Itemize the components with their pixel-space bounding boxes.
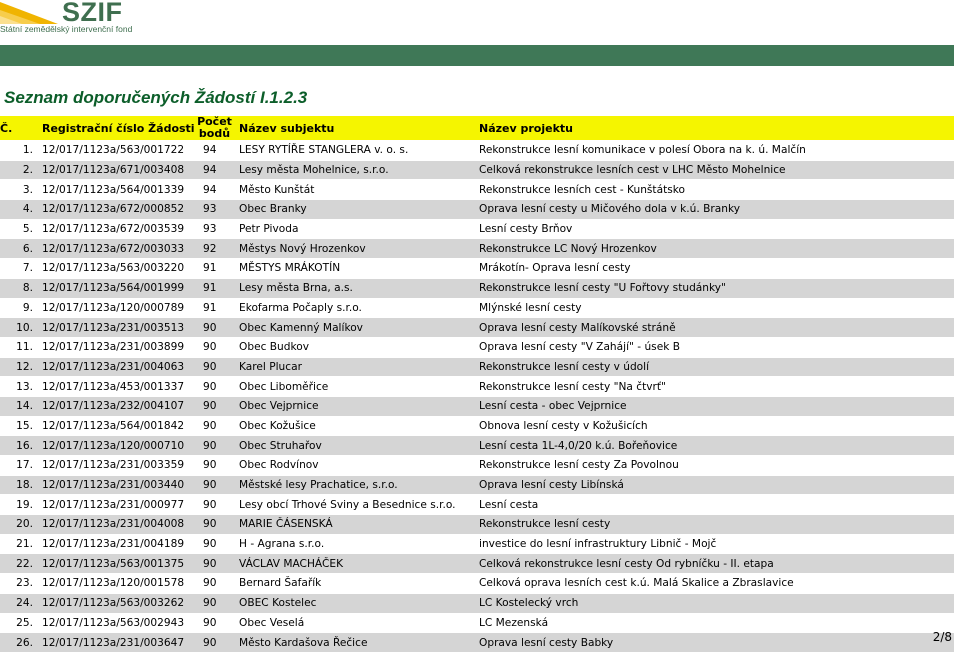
- subject-name: OBEC Kostelec: [233, 593, 477, 613]
- table-row: [0, 436, 954, 456]
- page-title: Seznam doporučených Žádostí I.1.2.3: [4, 88, 308, 107]
- points: 94: [196, 180, 233, 200]
- project-name: LC Mezenská: [477, 613, 954, 633]
- table-row: [0, 554, 954, 574]
- project-name: Rekonstrukce LC Nový Hrozenkov: [477, 239, 954, 259]
- registration-number: 12/017/1123a/232/004107: [39, 396, 196, 416]
- registration-number: 12/017/1123a/672/000852: [39, 200, 196, 220]
- project-name: Oprava lesní cesty Malíkovské stráně: [477, 318, 954, 338]
- table-row: [0, 259, 954, 279]
- table-row: [0, 239, 954, 259]
- subject-name: Petr Pivoda: [233, 219, 477, 239]
- table-header-row: [0, 116, 954, 141]
- registration-number: 12/017/1123a/231/003359: [39, 456, 196, 476]
- points: 90: [196, 456, 233, 476]
- points: 90: [196, 554, 233, 574]
- row-number: 21.: [0, 534, 39, 554]
- table-row: [0, 495, 954, 515]
- table-row: [0, 475, 954, 495]
- points: 90: [196, 396, 233, 416]
- row-number: 22.: [0, 554, 39, 574]
- page-number: 2/8: [932, 630, 952, 644]
- row-number: 20.: [0, 515, 39, 535]
- table-row: [0, 200, 954, 220]
- subject-name: Lesy města Mohelnice, s.r.o.: [233, 160, 477, 180]
- registration-number: 12/017/1123a/564/001339: [39, 180, 196, 200]
- subject-name: Město Kardašova Řečice: [233, 633, 477, 653]
- column-header-number: Č.: [0, 116, 39, 141]
- registration-number: 12/017/1123a/563/003220: [39, 259, 196, 279]
- registration-number: 12/017/1123a/231/003513: [39, 318, 196, 338]
- row-number: 2.: [0, 160, 39, 180]
- table-row: [0, 377, 954, 397]
- row-number: 23.: [0, 574, 39, 594]
- row-number: 12.: [0, 357, 39, 377]
- project-name: Lesní cesta 1L-4,0/20 k.ú. Bořeňovice: [477, 436, 954, 456]
- points: 90: [196, 574, 233, 594]
- table-row: [0, 456, 954, 476]
- points: 90: [196, 318, 233, 338]
- project-name: Rekonstrukce lesní cesty "U Fořtovy studánky": [477, 278, 954, 298]
- logo-text: SZIF: [62, 0, 123, 27]
- subject-name: H - Agrana s.r.o.: [233, 534, 477, 554]
- row-number: 15.: [0, 416, 39, 436]
- subject-name: Bernard Šafařík: [233, 574, 477, 594]
- row-number: 25.: [0, 613, 39, 633]
- row-number: 1.: [0, 141, 39, 161]
- subject-name: VÁCLAV MACHÁČEK: [233, 554, 477, 574]
- row-number: 17.: [0, 456, 39, 476]
- project-name: Lesní cesty Brňov: [477, 219, 954, 239]
- column-header-subject: Název subjektu: [233, 116, 477, 141]
- table-row: [0, 337, 954, 357]
- registration-number: 12/017/1123a/231/004008: [39, 515, 196, 535]
- row-number: 19.: [0, 495, 39, 515]
- row-number: 16.: [0, 436, 39, 456]
- points: 90: [196, 416, 233, 436]
- subject-name: Obec Budkov: [233, 337, 477, 357]
- table-row: [0, 278, 954, 298]
- registration-number: 12/017/1123a/231/000977: [39, 495, 196, 515]
- registration-number: 12/017/1123a/231/003899: [39, 337, 196, 357]
- registration-number: 12/017/1123a/231/004063: [39, 357, 196, 377]
- row-number: 4.: [0, 200, 39, 220]
- subject-name: Obec Vejprnice: [233, 396, 477, 416]
- project-name: Obnova lesní cesty v Kožušicích: [477, 416, 954, 436]
- row-number: 14.: [0, 396, 39, 416]
- project-name: Rekonstrukce lesní cesty: [477, 515, 954, 535]
- table-row: [0, 141, 954, 161]
- project-name: Oprava lesní cesty "V Zahájí" - úsek B: [477, 337, 954, 357]
- points: 91: [196, 278, 233, 298]
- subject-name: Obec Kamenný Malíkov: [233, 318, 477, 338]
- points: 90: [196, 534, 233, 554]
- registration-number: 12/017/1123a/120/001578: [39, 574, 196, 594]
- table-row: [0, 613, 954, 633]
- row-number: 5.: [0, 219, 39, 239]
- registration-number: 12/017/1123a/231/003440: [39, 475, 196, 495]
- subject-name: Obec Kožušice: [233, 416, 477, 436]
- project-name: Mrákotín- Oprava lesní cesty: [477, 259, 954, 279]
- table-row: [0, 318, 954, 338]
- registration-number: 12/017/1123a/564/001842: [39, 416, 196, 436]
- project-name: Celková oprava lesních cest k.ú. Malá Skalice a Zbraslavice: [477, 574, 954, 594]
- subject-name: Lesy města Brna, a.s.: [233, 278, 477, 298]
- column-header-project: Název projektu: [477, 116, 954, 141]
- subject-name: Městys Nový Hrozenkov: [233, 239, 477, 259]
- project-name: Celková rekonstrukce lesní cesty Od rybníčku - II. etapa: [477, 554, 954, 574]
- project-name: Mlýnské lesní cesty: [477, 298, 954, 318]
- subject-name: Obec Veselá: [233, 613, 477, 633]
- points: 90: [196, 495, 233, 515]
- subject-name: Obec Struhařov: [233, 436, 477, 456]
- row-number: 26.: [0, 633, 39, 653]
- applications-table: [0, 116, 954, 653]
- project-name: Rekonstrukce lesní cesty v údolí: [477, 357, 954, 377]
- column-header-points-line2: bodů: [198, 127, 231, 140]
- subject-name: Městské lesy Prachatice, s.r.o.: [233, 475, 477, 495]
- table-row: [0, 534, 954, 554]
- points: 90: [196, 515, 233, 535]
- registration-number: 12/017/1123a/231/004189: [39, 534, 196, 554]
- project-name: Rekonstrukce lesní komunikace v polesí Obora na k. ú. Malčín: [477, 141, 954, 161]
- project-name: Celková rekonstrukce lesních cest v LHC Město Mohelnice: [477, 160, 954, 180]
- points: 90: [196, 475, 233, 495]
- subject-name: Lesy obcí Trhové Sviny a Besednice s.r.o.: [233, 495, 477, 515]
- registration-number: 12/017/1123a/120/000789: [39, 298, 196, 318]
- points: 91: [196, 259, 233, 279]
- project-name: Oprava lesní cesty Libínská: [477, 475, 954, 495]
- registration-number: 12/017/1123a/671/003408: [39, 160, 196, 180]
- subject-name: Obec Rodvínov: [233, 456, 477, 476]
- subject-name: Obec Branky: [233, 200, 477, 220]
- project-name: LC Kostelecký vrch: [477, 593, 954, 613]
- row-number: 3.: [0, 180, 39, 200]
- project-name: Oprava lesní cesty u Mičového dola v k.ú. Branky: [477, 200, 954, 220]
- points: 94: [196, 160, 233, 180]
- row-number: 6.: [0, 239, 39, 259]
- project-name: Oprava lesní cesty Babky: [477, 633, 954, 653]
- points: 90: [196, 357, 233, 377]
- logo: [0, 0, 133, 36]
- points: 91: [196, 298, 233, 318]
- points: 92: [196, 239, 233, 259]
- column-header-points: [196, 116, 233, 141]
- registration-number: 12/017/1123a/672/003033: [39, 239, 196, 259]
- project-name: Rekonstrukce lesní cesty Za Povolnou: [477, 456, 954, 476]
- row-number: 7.: [0, 259, 39, 279]
- table-row: [0, 593, 954, 613]
- table-row: [0, 298, 954, 318]
- project-name: Lesní cesta - obec Vejprnice: [477, 396, 954, 416]
- table-row: [0, 160, 954, 180]
- table-row: [0, 416, 954, 436]
- project-name: Rekonstrukce lesních cest - Kunštátsko: [477, 180, 954, 200]
- subject-name: LESY RYTÍŘE STANGLERA v. o. s.: [233, 141, 477, 161]
- table-row: [0, 357, 954, 377]
- table-row: [0, 219, 954, 239]
- points: 90: [196, 377, 233, 397]
- points: 93: [196, 200, 233, 220]
- project-name: investice do lesní infrastruktury Libnič - Mojč: [477, 534, 954, 554]
- subject-name: Ekofarma Počaply s.r.o.: [233, 298, 477, 318]
- registration-number: 12/017/1123a/563/002943: [39, 613, 196, 633]
- project-name: Rekonstrukce lesní cesty "Na čtvrť": [477, 377, 954, 397]
- points: 90: [196, 633, 233, 653]
- subject-name: Obec Liboměřice: [233, 377, 477, 397]
- column-header-points-line1: Počet: [197, 116, 232, 128]
- points: 90: [196, 337, 233, 357]
- szif-logo-icon: [0, 0, 58, 24]
- registration-number: 12/017/1123a/453/001337: [39, 377, 196, 397]
- registration-number: 12/017/1123a/563/003262: [39, 593, 196, 613]
- registration-number: 12/017/1123a/120/000710: [39, 436, 196, 456]
- column-header-registration: Registrační číslo Žádosti: [39, 116, 196, 141]
- table-row: [0, 180, 954, 200]
- row-number: 24.: [0, 593, 39, 613]
- subject-name: Město Kunštát: [233, 180, 477, 200]
- registration-number: 12/017/1123a/231/003647: [39, 633, 196, 653]
- table-row: [0, 574, 954, 594]
- row-number: 11.: [0, 337, 39, 357]
- project-name: Lesní cesta: [477, 495, 954, 515]
- registration-number: 12/017/1123a/564/001999: [39, 278, 196, 298]
- header-bar: [0, 45, 954, 66]
- points: 90: [196, 613, 233, 633]
- registration-number: 12/017/1123a/563/001375: [39, 554, 196, 574]
- points: 94: [196, 141, 233, 161]
- registration-number: 12/017/1123a/672/003539: [39, 219, 196, 239]
- table-row: [0, 633, 954, 653]
- row-number: 9.: [0, 298, 39, 318]
- registration-number: 12/017/1123a/563/001722: [39, 141, 196, 161]
- row-number: 10.: [0, 318, 39, 338]
- table-row: [0, 515, 954, 535]
- points: 93: [196, 219, 233, 239]
- points: 90: [196, 593, 233, 613]
- subject-name: MARIE ČÁSENSKÁ: [233, 515, 477, 535]
- row-number: 18.: [0, 475, 39, 495]
- table-row: [0, 396, 954, 416]
- row-number: 13.: [0, 377, 39, 397]
- subject-name: Karel Plucar: [233, 357, 477, 377]
- points: 90: [196, 436, 233, 456]
- logo-subtitle: Státní zemědělský intervenční fond: [0, 24, 133, 34]
- subject-name: MĚSTYS MRÁKOTÍN: [233, 259, 477, 279]
- row-number: 8.: [0, 278, 39, 298]
